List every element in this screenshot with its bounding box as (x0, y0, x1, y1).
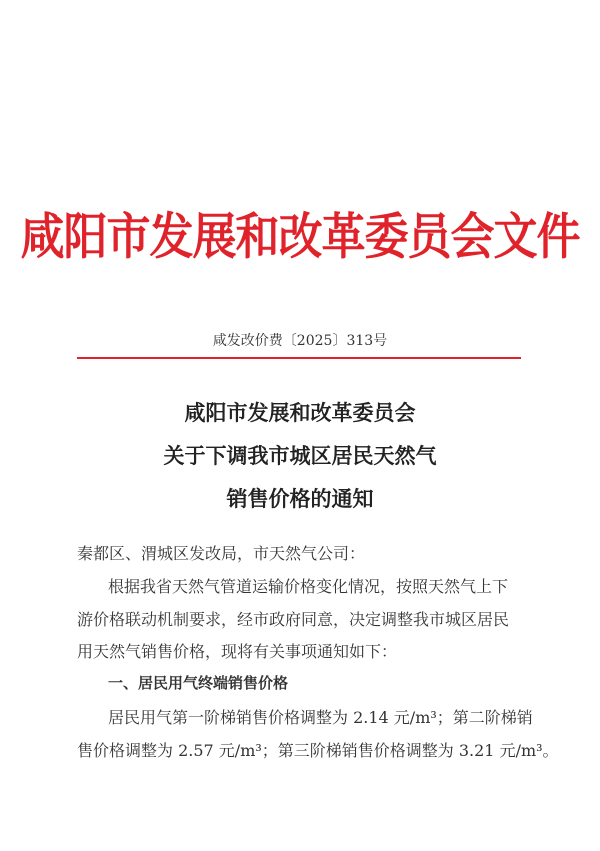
notice-title-line-2: 关于下调我市城区居民天然气 (163, 443, 437, 468)
paragraph-1-line-3: 用天然气销售价格，现将有关事项通知如下： (77, 642, 398, 661)
document-number: 咸发改价费〔2025〕313号 (212, 333, 388, 349)
recipients-line: 秦都区、渭城区发改局，市天然气公司： (77, 544, 366, 563)
section-1-heading: 一、居民用气终端销售价格 (108, 674, 289, 692)
notice-title-line-3: 销售价格的通知 (226, 486, 374, 511)
paragraph-1-line-1: 根据我省天然气管道运输价格变化情况，按照天然气上下 (108, 577, 509, 596)
paragraph-1-line-2: 游价格联动机制要求，经市政府同意，决定调整我市城区居民 (77, 610, 510, 629)
paragraph-2-line-2: 售价格调整为 2.57 元/m³；第三阶梯销售价格调整为 3.21 元/m³。 (77, 741, 559, 760)
red-divider-line (77, 357, 521, 359)
paragraph-2-line-1: 居民用气第一阶梯销售价格调整为 2.14 元/m³；第二阶梯销 (108, 708, 533, 727)
document-masthead: 咸阳市发展和改革委员会文件 (20, 208, 580, 266)
notice-title-line-1: 咸阳市发展和改革委员会 (184, 400, 416, 425)
